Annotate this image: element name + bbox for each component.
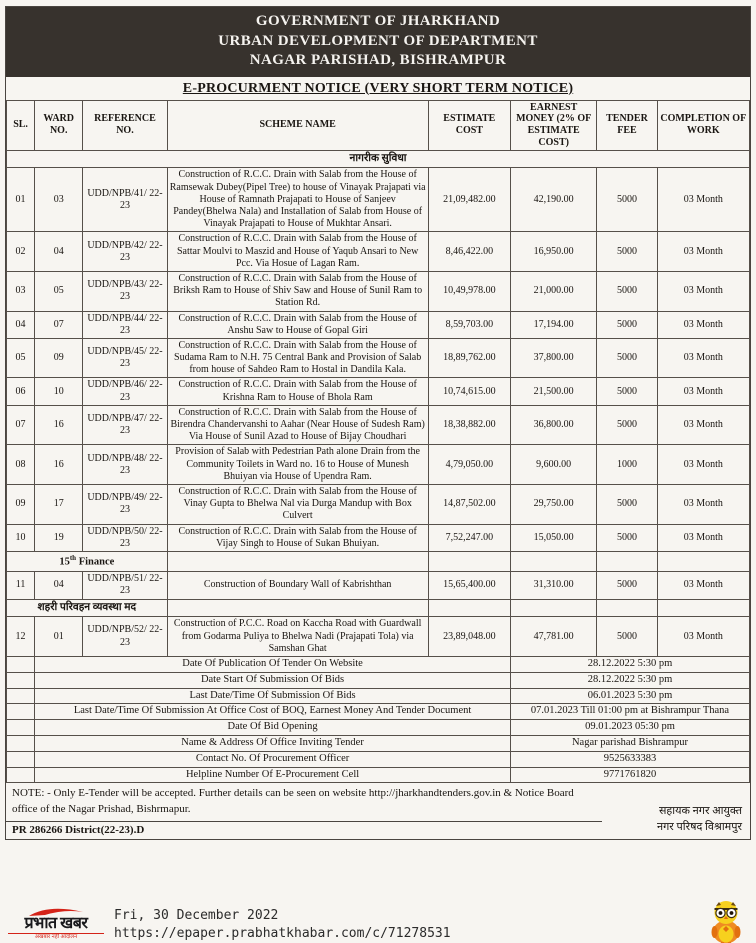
cell-scheme: Construction of R.C.C. Drain with Salab from the House of Anshu Saw to House of Gopal Giri (167, 311, 428, 338)
cell-empty (511, 551, 597, 571)
schedule-label: Last Date/Time Of Submission Of Bids (35, 688, 511, 704)
section-row (7, 551, 750, 571)
cell-reference: UDD/NPB/49/ 22-23 (83, 484, 167, 524)
cell-sl: 05 (7, 338, 35, 378)
cell-estimate: 21,09,482.00 (428, 168, 510, 232)
cell-empty (428, 551, 510, 571)
section-label: शहरी परिवहन व्यवस्था मद (7, 599, 168, 617)
notice-document (5, 6, 751, 840)
cell-ward: 10 (35, 378, 83, 405)
header-line-2: URBAN DEVELOPMENT OF DEPARTMENT (218, 32, 538, 49)
newspaper-footer (0, 906, 756, 943)
cell-estimate: 4,79,050.00 (428, 445, 510, 485)
cell-estimate: 8,46,422.00 (428, 232, 510, 272)
table-row (7, 378, 750, 405)
cell-empty (428, 599, 510, 617)
table-row (7, 484, 750, 524)
cell-ward: 19 (35, 524, 83, 551)
bottom-section (6, 783, 750, 839)
cell-reference: UDD/NPB/46/ 22-23 (83, 378, 167, 405)
cell-completion: 03 Month (657, 617, 749, 657)
logo-text: प्रभात खबर (24, 915, 88, 933)
cell-earnest: 42,190.00 (511, 168, 597, 232)
col-header-fee: TENDER FEE (597, 100, 657, 150)
cell-empty (7, 656, 35, 672)
tender-table (6, 100, 750, 784)
col-header-completion: COMPLETION OF WORK (657, 100, 749, 150)
tender-table-body (7, 150, 750, 656)
cell-estimate: 10,74,615.00 (428, 378, 510, 405)
cell-earnest: 36,800.00 (511, 405, 597, 445)
cell-completion: 03 Month (657, 271, 749, 311)
header-line-1: GOVERNMENT OF JHARKHAND (255, 13, 501, 29)
cell-ward: 07 (35, 311, 83, 338)
schedule-value: 07.01.2023 Till 01:00 pm at Bishrampur Thana (511, 704, 750, 720)
cell-estimate: 23,89,048.00 (428, 617, 510, 657)
cell-reference: UDD/NPB/43/ 22-23 (83, 271, 167, 311)
cell-completion: 03 Month (657, 338, 749, 378)
table-row (7, 168, 750, 232)
col-header-sl: SL. (7, 100, 35, 150)
cell-ward: 09 (35, 338, 83, 378)
schedule-row (7, 720, 750, 736)
schedule-row (7, 688, 750, 704)
cell-sl: 11 (7, 572, 35, 599)
cell-earnest: 37,800.00 (511, 338, 597, 378)
schedule-row (7, 656, 750, 672)
notice-title-text: E-PROCURMENT NOTICE (VERY SHORT TERM NOTICE) (182, 80, 574, 96)
cell-empty (7, 720, 35, 736)
section-row (7, 599, 750, 617)
cell-earnest: 31,310.00 (511, 572, 597, 599)
schedule-row (7, 735, 750, 751)
cell-completion: 03 Month (657, 405, 749, 445)
schedule-label: Date Start Of Submission Of Bids (35, 672, 511, 688)
cell-completion: 03 Month (657, 311, 749, 338)
table-row (7, 232, 750, 272)
cell-empty (167, 599, 428, 617)
cell-empty (657, 599, 749, 617)
col-header-reference: REFERENCE NO. (83, 100, 167, 150)
cell-empty (167, 551, 428, 571)
cell-estimate: 18,89,762.00 (428, 338, 510, 378)
footer-date: Fri, 30 December 2022 (114, 907, 279, 923)
section-row (7, 150, 750, 168)
schedule-label: Helpline Number Of E-Procurement Cell (35, 767, 511, 783)
schedule-label: Name & Address Of Office Inviting Tender (35, 735, 511, 751)
cell-scheme: Construction of R.C.C. Drain with Salab from the House of Briksh Ram to House of Shiv Saw and House of Sunil Ram to Station Rd. (167, 271, 428, 311)
cell-fee: 5000 (597, 271, 657, 311)
table-row (7, 572, 750, 599)
cell-sl: 08 (7, 445, 35, 485)
cell-sl: 09 (7, 484, 35, 524)
cell-empty (511, 599, 597, 617)
cell-fee: 5000 (597, 617, 657, 657)
header-line-3: NAGAR PARISHAD, BISHRAMPUR (249, 52, 507, 68)
table-row (7, 524, 750, 551)
cell-reference: UDD/NPB/42/ 22-23 (83, 232, 167, 272)
cell-fee: 5000 (597, 572, 657, 599)
signature-block (602, 783, 750, 839)
owl-mascot-icon (704, 899, 748, 943)
schedule-label: Last Date/Time Of Submission At Office Cost of BOQ, Earnest Money And Tender Document (35, 704, 511, 720)
cell-empty (657, 551, 749, 571)
cell-empty (7, 767, 35, 783)
table-row (7, 311, 750, 338)
cell-empty (7, 751, 35, 767)
cell-reference: UDD/NPB/41/ 22-23 (83, 168, 167, 232)
cell-completion: 03 Month (657, 168, 749, 232)
cell-estimate: 7,52,247.00 (428, 524, 510, 551)
cell-empty (7, 672, 35, 688)
cell-ward: 03 (35, 168, 83, 232)
prabhat-khabar-logo (8, 908, 104, 941)
pr-number: PR 286266 District(22-23).D (6, 821, 602, 839)
cell-ward: 16 (35, 405, 83, 445)
cell-ward: 04 (35, 232, 83, 272)
logo-tagline: अखबार नहीं आंदोलन (8, 933, 104, 941)
cell-fee: 5000 (597, 338, 657, 378)
cell-completion: 03 Month (657, 484, 749, 524)
table-row (7, 617, 750, 657)
table-row (7, 271, 750, 311)
cell-earnest: 9,600.00 (511, 445, 597, 485)
cell-reference: UDD/NPB/52/ 22-23 (83, 617, 167, 657)
cell-sl: 07 (7, 405, 35, 445)
cell-earnest: 47,781.00 (511, 617, 597, 657)
cell-scheme: Construction of R.C.C. Drain with Salab from the House of Vinay Gupta to Bhelwa Nal via Durga Mandup with Box Culvert (167, 484, 428, 524)
col-header-earnest: EARNEST MONEY (2% OF ESTIMATE COST) (511, 100, 597, 150)
cell-estimate: 18,38,882.00 (428, 405, 510, 445)
cell-scheme: Construction of Boundary Wall of Kabrishthan (167, 572, 428, 599)
table-header-row (7, 100, 750, 150)
cell-sl: 04 (7, 311, 35, 338)
cell-earnest: 21,500.00 (511, 378, 597, 405)
cell-sl: 02 (7, 232, 35, 272)
schedule-value: 9525633383 (511, 751, 750, 767)
cell-reference: UDD/NPB/45/ 22-23 (83, 338, 167, 378)
cell-earnest: 15,050.00 (511, 524, 597, 551)
cell-scheme: Construction of R.C.C. Drain with Salab from the House of Vijay Singh to House of Sukan Bhuiyan. (167, 524, 428, 551)
cell-sl: 06 (7, 378, 35, 405)
cell-ward: 01 (35, 617, 83, 657)
cell-estimate: 10,49,978.00 (428, 271, 510, 311)
schedule-value: 06.01.2023 5:30 pm (511, 688, 750, 704)
schedule-label: Date Of Bid Opening (35, 720, 511, 736)
cell-empty (597, 599, 657, 617)
col-header-scheme: SCHEME NAME (167, 100, 428, 150)
schedule-value: Nagar parishad Bishrampur (511, 735, 750, 751)
cell-fee: 5000 (597, 311, 657, 338)
note-text: NOTE: - Only E-Tender will be accepted. Further details can be seen on website http://jharkhandtenders.gov.in & Notice Board office of the Nagar Prishad, Bishrmapur. (12, 787, 574, 815)
cell-earnest: 21,000.00 (511, 271, 597, 311)
cell-fee: 5000 (597, 405, 657, 445)
cell-scheme: Construction of R.C.C. Drain with Salab from the House of Birendra Chandervanshi to Aahar (Near House of Sudesh Ram) Via House of Sunil Azad to House of Bijay Choudhari (167, 405, 428, 445)
cell-ward: 04 (35, 572, 83, 599)
table-row (7, 405, 750, 445)
cell-scheme: Construction of R.C.C. Drain with Salab from the House of Krishna Ram to House of Bhola Ram (167, 378, 428, 405)
schedule-label: Date Of Publication Of Tender On Website (35, 656, 511, 672)
cell-ward: 17 (35, 484, 83, 524)
cell-empty (597, 551, 657, 571)
cell-fee: 5000 (597, 232, 657, 272)
cell-reference: UDD/NPB/51/ 22-23 (83, 572, 167, 599)
cell-ward: 05 (35, 271, 83, 311)
cell-scheme: Construction of P.C.C. Road on Kaccha Road with Guardwall from Godarma Puliya to Bhelwa Nadi (Prajapati Tola) via Samshan Ghat (167, 617, 428, 657)
cell-empty (7, 704, 35, 720)
cell-earnest: 29,750.00 (511, 484, 597, 524)
cell-scheme: Construction of R.C.C. Drain with Salab from the House of Sattar Moulvi to Maszid and House of Yaqub Ansari to New Pcc. Via Hosue of Lagan Ram. (167, 232, 428, 272)
table-row (7, 445, 750, 485)
cell-scheme: Provision of Salab with Pedestrian Path alone Drain from the Community Toilets in Ward no. 16 to House of Munesh Bhuiyan via House of Upendra Ram. (167, 445, 428, 485)
notice-title (6, 77, 750, 100)
cell-earnest: 16,950.00 (511, 232, 597, 272)
cell-reference: UDD/NPB/47/ 22-23 (83, 405, 167, 445)
cell-completion: 03 Month (657, 232, 749, 272)
cell-scheme: Construction of R.C.C. Drain with Salab from the House of Sudama Ram to N.H. 75 Central Bank and Provision of Salab from house of Sahdeo Ram to Hostal in Dandila Kala. (167, 338, 428, 378)
cell-sl: 12 (7, 617, 35, 657)
cell-scheme: Construction of R.C.C. Drain with Salab from the House of Ramsewak Dubey(Pipel Tree) to house of Vinayak Prajapati via House of Ramnath Prajapati to House of Sanjeev Pandey(Bhelwa Nala) and Installation of Salab from House of Vinayak Prajapati to House of Mukhtar Ansari. (167, 168, 428, 232)
footer-url[interactable]: https://epaper.prabhatkhabar.com/c/71278531 (114, 925, 451, 941)
header-band (6, 7, 750, 77)
cell-reference: UDD/NPB/50/ 22-23 (83, 524, 167, 551)
schedule-row (7, 767, 750, 783)
schedule-value: 28.12.2022 5:30 pm (511, 656, 750, 672)
cell-ward: 16 (35, 445, 83, 485)
cell-fee: 5000 (597, 524, 657, 551)
signature-line-2: नगर परिषद विश्रामपुर (656, 821, 742, 834)
schedule-label: Contact No. Of Procurement Officer (35, 751, 511, 767)
cell-reference: UDD/NPB/44/ 22-23 (83, 311, 167, 338)
cell-estimate: 8,59,703.00 (428, 311, 510, 338)
cell-sl: 01 (7, 168, 35, 232)
schedule-table-body (7, 656, 750, 782)
cell-empty (7, 735, 35, 751)
col-header-estimate: ESTIMATE COST (428, 100, 510, 150)
cell-estimate: 15,65,400.00 (428, 572, 510, 599)
schedule-value: 28.12.2022 5:30 pm (511, 672, 750, 688)
schedule-row (7, 704, 750, 720)
cell-empty (7, 688, 35, 704)
cell-fee: 5000 (597, 168, 657, 232)
cell-completion: 03 Month (657, 524, 749, 551)
cell-fee: 5000 (597, 484, 657, 524)
schedule-row (7, 751, 750, 767)
schedule-value: 09.01.2023 05:30 pm (511, 720, 750, 736)
cell-fee: 5000 (597, 378, 657, 405)
cell-estimate: 14,87,502.00 (428, 484, 510, 524)
col-header-ward: WARD NO. (35, 100, 83, 150)
section-label: नागरीक सुविधा (7, 150, 750, 168)
schedule-value: 9771761820 (511, 767, 750, 783)
cell-reference: UDD/NPB/48/ 22-23 (83, 445, 167, 485)
section-label: 15th Finance (7, 551, 168, 571)
cell-earnest: 17,194.00 (511, 311, 597, 338)
schedule-row (7, 672, 750, 688)
cell-fee: 1000 (597, 445, 657, 485)
cell-completion: 03 Month (657, 378, 749, 405)
signature-line-1: सहायक नगर आयुक्त (658, 805, 742, 818)
cell-completion: 03 Month (657, 572, 749, 599)
table-row (7, 338, 750, 378)
cell-sl: 10 (7, 524, 35, 551)
cell-sl: 03 (7, 271, 35, 311)
cell-completion: 03 Month (657, 445, 749, 485)
